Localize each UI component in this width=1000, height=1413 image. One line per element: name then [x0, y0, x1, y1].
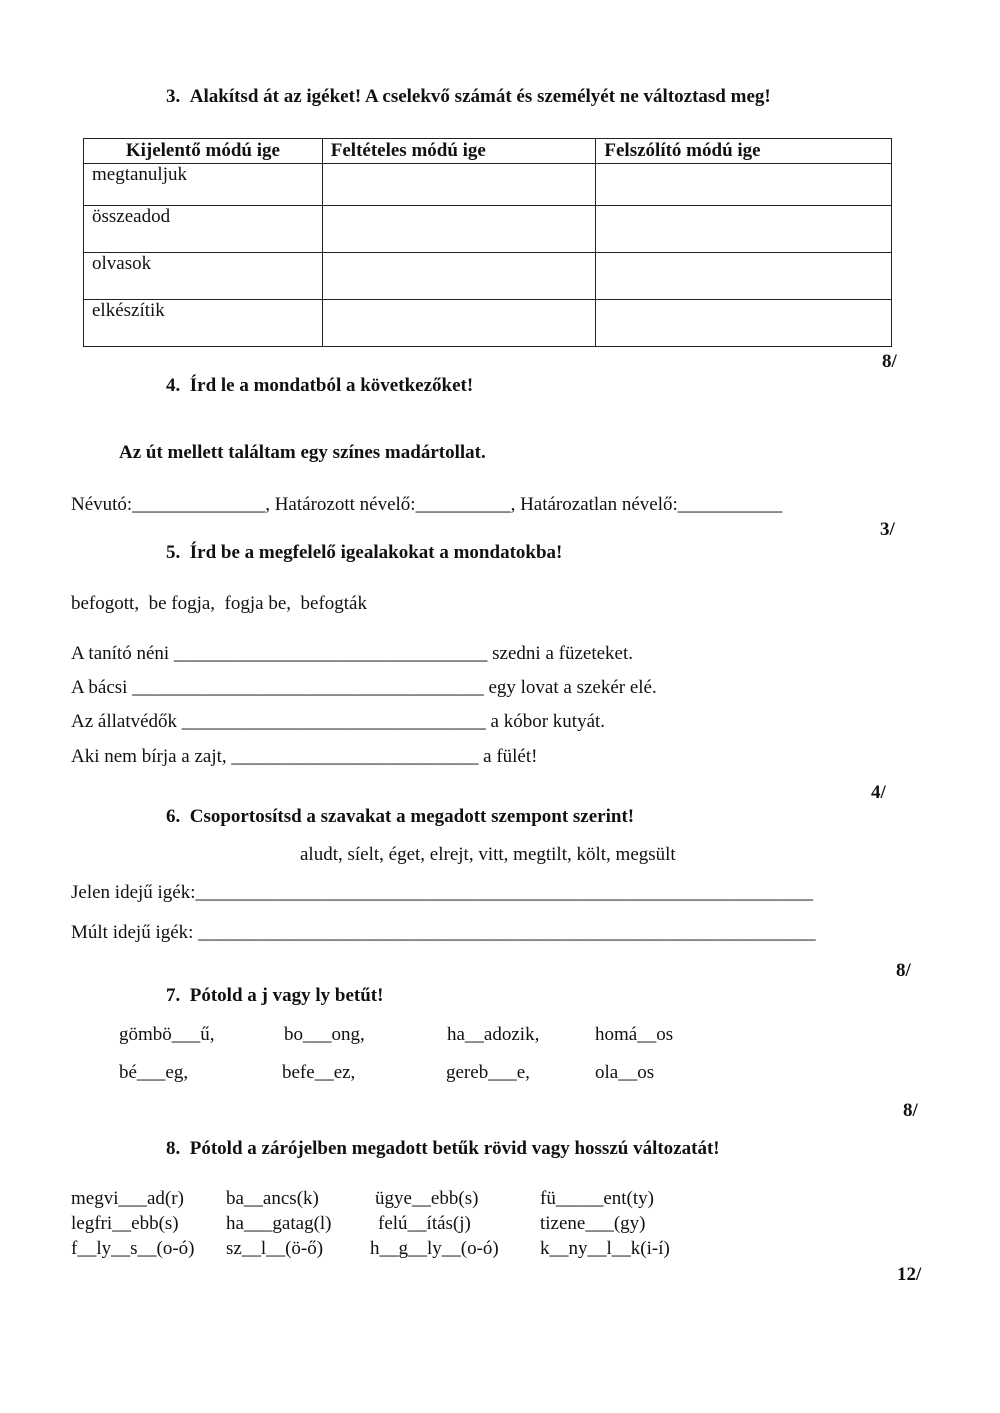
task8-word[interactable]: fü_____ent(ty) — [540, 1188, 654, 1209]
task6-present-tense-line[interactable]: Jelen idejű igék:_________________________________________________________________ — [71, 882, 814, 903]
indicative-verb: összeadod — [84, 206, 323, 253]
imperative-answer-cell[interactable] — [596, 206, 892, 253]
imperative-answer-cell[interactable] — [596, 253, 892, 300]
task8-word[interactable]: h__g__ly__(o-ó) — [370, 1238, 499, 1259]
task8-word[interactable]: felú__ítás(j) — [378, 1213, 471, 1234]
task5-sentence[interactable]: A bácsi _____________________________________ egy lovat a szekér elé. — [71, 677, 657, 698]
table-row — [84, 164, 892, 206]
task8-word[interactable]: ba__ancs(k) — [226, 1188, 319, 1209]
task4-score: 3/ — [880, 519, 895, 540]
task7-word[interactable]: befe__ez, — [282, 1062, 356, 1083]
task3-score: 8/ — [882, 351, 897, 372]
task8-word[interactable]: legfri__ebb(s) — [71, 1213, 179, 1234]
task4-title: 4. Írd le a mondatból a következőket! — [166, 375, 474, 396]
task5-sentence[interactable]: Aki nem bírja a zajt, __________________________ a fülét! — [71, 746, 538, 767]
task5-sentence[interactable]: Az állatvédők ________________________________ a kóbor kutyát. — [71, 711, 606, 732]
task8-word[interactable]: k__ny__l__k(i-í) — [540, 1238, 670, 1259]
indicative-verb: megtanuljuk — [84, 164, 323, 206]
task6-score: 8/ — [896, 960, 911, 981]
task4-answer-fields[interactable]: Névutó:______________, Határozott névelő:__________, Határozatlan névelő:___________ — [71, 494, 783, 515]
task6-past-tense-line[interactable]: Múlt idejű igék: _________________________________________________________________ — [71, 922, 816, 943]
header-imperative: Felszólító módú ige — [596, 139, 892, 164]
verb-mood-table — [83, 138, 892, 347]
task8-word[interactable]: ha___gatag(l) — [226, 1213, 332, 1234]
conditional-answer-cell[interactable] — [322, 300, 596, 347]
task4-sentence: Az út mellett találtam egy színes madártollat. — [119, 442, 486, 463]
task7-word[interactable]: gömbö___ű, — [119, 1024, 215, 1045]
table-header-row — [84, 139, 892, 164]
conditional-answer-cell[interactable] — [322, 206, 596, 253]
imperative-answer-cell[interactable] — [596, 164, 892, 206]
task8-word[interactable]: tizene___(gy) — [540, 1213, 646, 1234]
task7-word[interactable]: ha__adozik, — [447, 1024, 540, 1045]
table-row — [84, 253, 892, 300]
task7-word[interactable]: bé___eg, — [119, 1062, 189, 1083]
task7-score: 8/ — [903, 1100, 918, 1121]
task5-title: 5. Írd be a megfelelő igealakokat a mondatokba! — [166, 542, 563, 563]
task5-options: befogott, be fogja, fogja be, befogták — [71, 593, 367, 614]
task6-word-list: aludt, síelt, éget, elrejt, vitt, megtilt, költ, megsült — [300, 844, 676, 865]
indicative-verb: elkészítik — [84, 300, 323, 347]
task8-word[interactable]: ügye__ebb(s) — [375, 1188, 479, 1209]
task5-sentence[interactable]: A tanító néni _________________________________ szedni a füzeteket. — [71, 643, 633, 664]
task7-word[interactable]: ola__os — [595, 1062, 655, 1083]
conditional-answer-cell[interactable] — [322, 253, 596, 300]
header-indicative: Kijelentő módú ige — [84, 139, 323, 164]
task8-title: 8. Pótold a zárójelben megadott betűk rövid vagy hosszú változatát! — [166, 1138, 720, 1159]
task7-word[interactable]: homá__os — [595, 1024, 674, 1045]
task7-word[interactable]: bo___ong, — [284, 1024, 365, 1045]
task8-score: 12/ — [897, 1264, 922, 1285]
task8-word[interactable]: f__ly__s__(o-ó) — [71, 1238, 195, 1259]
task6-title: 6. Csoportosítsd a szavakat a megadott szempont szerint! — [166, 806, 635, 827]
task7-title: 7. Pótold a j vagy ly betűt! — [166, 985, 384, 1006]
task5-score: 4/ — [871, 782, 886, 803]
header-conditional: Feltételes módú ige — [322, 139, 596, 164]
conditional-answer-cell[interactable] — [322, 164, 596, 206]
task8-word[interactable]: sz__l__(ö-ő) — [226, 1238, 324, 1259]
indicative-verb: olvasok — [84, 253, 323, 300]
imperative-answer-cell[interactable] — [596, 300, 892, 347]
table-row — [84, 300, 892, 347]
task7-word[interactable]: gereb___e, — [446, 1062, 530, 1083]
task3-title: 3. Alakítsd át az igéket! A cselekvő számát és személyét ne változtasd meg! — [166, 86, 771, 107]
table-row — [84, 206, 892, 253]
task8-word[interactable]: megvi___ad(r) — [71, 1188, 184, 1209]
